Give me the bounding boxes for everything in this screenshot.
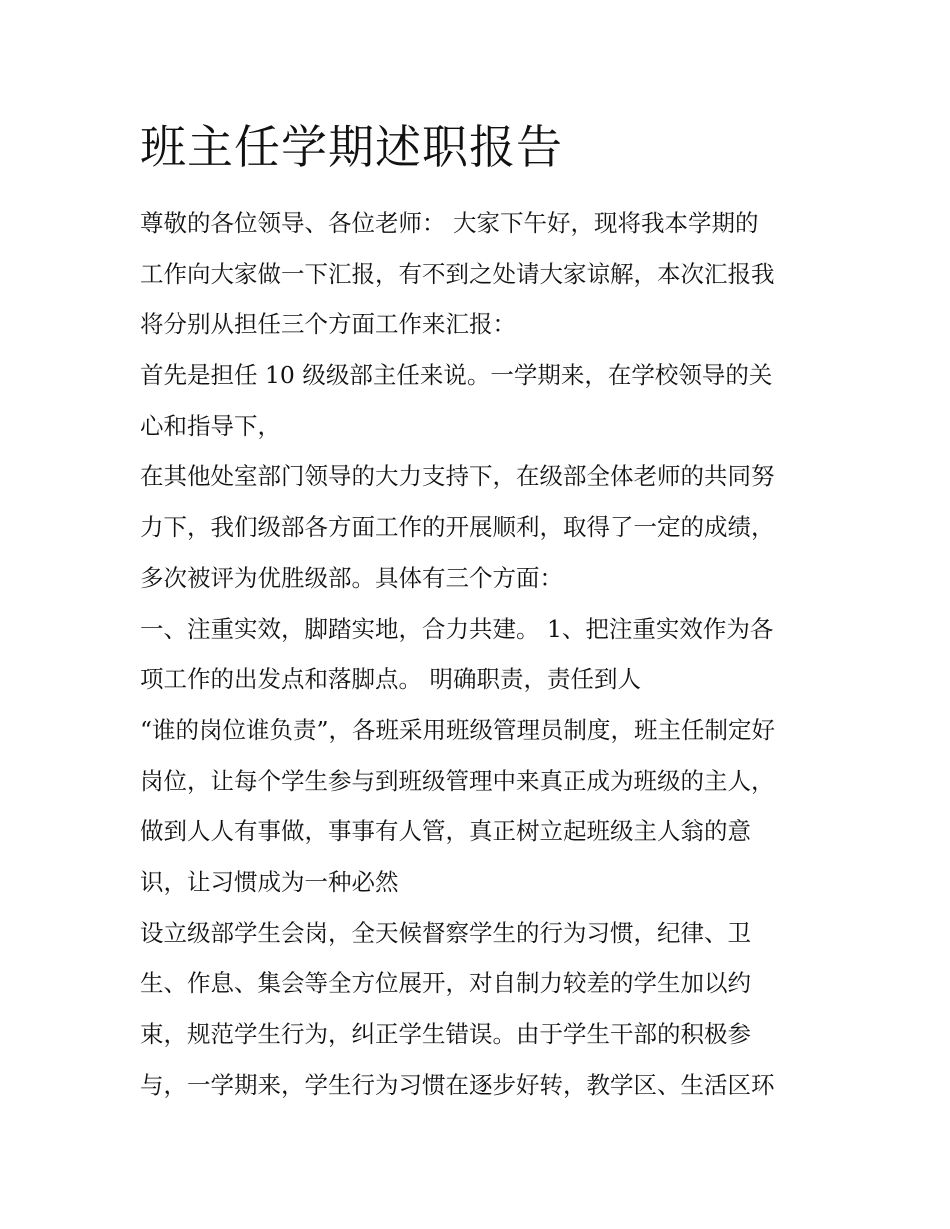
body-line: 识，让习惯成为一种必然 (140, 867, 399, 896)
body-line: 做到人人有事做，事事有人管，真正树立起班级主人翁的意 (140, 817, 751, 846)
body-line: 工作向大家做一下汇报，有不到之处请大家谅解，本次汇报我 (140, 259, 775, 288)
body-line: 岗位，让每个学生参与到班级管理中来真正成为班级的主人， (140, 766, 775, 795)
body-line: 心和指导下， (140, 411, 281, 440)
body-line: 项工作的出发点和落脚点。 明确职责，责任到人 (140, 665, 641, 694)
body-line: 力下，我们级部各方面工作的开展顺利，取得了一定的成绩， (140, 513, 775, 542)
document-body (140, 198, 830, 1110)
body-line: 一、注重实效，脚踏实地，合力共建。 1、把注重实效作为各 (140, 614, 774, 643)
body-line: “谁的岗位谁负责”，各班采用班级管理员制度，班主任制定好 (140, 715, 776, 744)
body-line: 设立级部学生会岗，全天候督察学生的行为习惯，纪律、卫 (140, 918, 751, 947)
body-line: 与，一学期来，学生行为习惯在逐步好转，教学区、生活区环 (140, 1070, 775, 1099)
body-line: 束，规范学生行为，纠正学生错误。由于学生干部的积极参 (140, 1020, 751, 1048)
body-line: 将分别从担任三个方面工作来汇报： (140, 310, 516, 339)
body-line: 尊敬的各位领导、各位老师： 大家下午好，现将我本学期的 (140, 209, 759, 237)
document-title: 班主任学期述职报告 (140, 120, 563, 174)
body-line: 多次被评为优胜级部。具体有三个方面： (140, 563, 563, 592)
body-line: 生、作息、集会等全方位展开，对自制力较差的学生加以约 (140, 969, 751, 998)
body-line: 在其他处室部门领导的大力支持下，在级部全体老师的共同努 (140, 462, 775, 491)
body-line: 首先是担任 10 级级部主任来说。一学期来，在学校领导的关 (140, 361, 773, 390)
